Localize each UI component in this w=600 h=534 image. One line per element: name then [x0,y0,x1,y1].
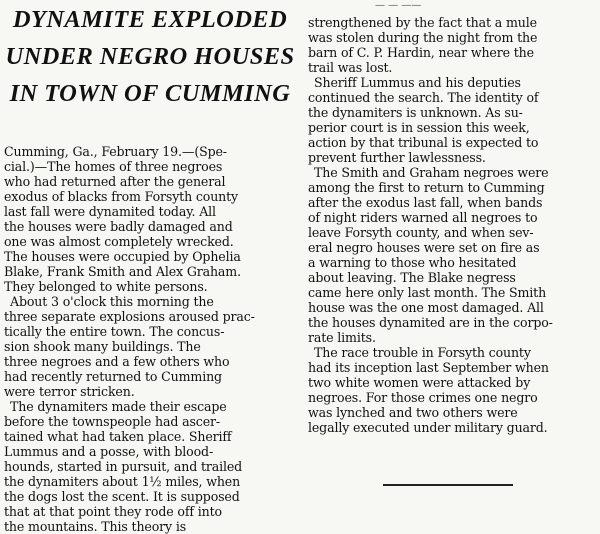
body-line: the houses were badly damaged and [4,219,233,234]
body-line: rate limits. [308,330,376,345]
body-line: perior court is in session this week, [308,120,530,135]
body-line: was lynched and two others were [308,405,518,420]
body-line: one was almost completely wrecked. [4,234,234,249]
body-line: sion shook many buildings. The [4,339,201,354]
body-line: three negroes and a few others who [4,354,230,369]
body-line: The Smith and Graham negroes were [314,165,549,180]
body-line: house was the one most damaged. All [308,300,544,315]
body-line: the dynamiters about 1½ miles, when [4,474,241,489]
body-line: action by that tribunal is expected to [308,135,539,150]
headline-line-2: UNDER NEGRO HOUSES [5,43,295,70]
body-line: eral negro houses were set on fire as [308,240,540,255]
body-line: had its inception last September when [308,360,549,375]
body-line: hounds, started in pursuit, and trailed [4,459,243,474]
headline [0,0,300,112]
body-line: trail was lost. [308,60,393,75]
body-line: exodus of blacks from Forsyth county [4,189,239,204]
body-line: last fall were dynamited today. All [4,204,216,219]
body-line: leave Forsyth county, and when sev- [308,225,534,240]
body-line: The houses were occupied by Ophelia [4,249,241,264]
body-line: Sheriff Lummus and his deputies [314,75,521,90]
body-line: were terror stricken. [4,384,135,399]
body-line: legally executed under military guard. [308,420,548,435]
body-line: came here only last month. The Smith [308,285,547,300]
body-line: the dynamiters is unknown. As su- [308,105,523,120]
body-line: Lummus and a posse, with blood- [4,444,214,459]
body-line: The dynamiters made their escape [10,399,227,414]
body-line: Cumming, Ga., February 19.—(Spe- [4,144,227,159]
body-line: The race trouble in Forsyth county [314,345,531,360]
clipped-text-fragment: — — —— [375,0,422,11]
body-line: had recently returned to Cumming [4,369,222,384]
body-line: three separate explosions aroused prac- [4,309,255,324]
body-line: a warning to those who hesitated [308,255,517,270]
body-line: was stolen during the night from the [308,30,538,45]
body-line: the houses dynamited are in the corpo- [308,315,553,330]
body-line: the dogs lost the scent. It is supposed [4,489,240,504]
body-line: of night riders warned all negroes to [308,210,538,225]
body-line: about leaving. The Blake negress [308,270,516,285]
headline-line-1: DYNAMITE EXPLODED [12,6,288,33]
body-line: the mountains. This theory is [4,519,187,534]
body-line: negroes. For those crimes one negro [308,390,538,405]
headline-line-3: IN TOWN OF CUMMING [9,80,291,107]
body-line: that at that point they rode off into [4,504,222,519]
body-line: who had returned after the general [4,174,226,189]
body-line: after the exodus last fall, when bands [308,195,543,210]
end-of-article-rule [383,484,513,486]
body-line: About 3 o'clock this morning the [10,294,214,309]
body-line: among the first to return to Cumming [308,180,545,195]
body-line: tically the entire town. The concus- [4,324,225,339]
body-line: Blake, Frank Smith and Alex Graham. [4,264,241,279]
body-line: before the townspeople had ascer- [4,414,220,429]
body-line: continued the search. The identity of [308,90,539,105]
body-line: strengthened by the fact that a mule [308,15,537,30]
body-line: cial.)—The homes of three negroes [4,159,223,174]
body-line: two white women were attacked by [308,375,531,390]
body-line: prevent further lawlessness. [308,150,486,165]
body-line: barn of C. P. Hardin, near where the [308,45,534,60]
body-line: They belonged to white persons. [4,279,208,294]
body-line: tained what had taken place. Sheriff [4,429,232,444]
